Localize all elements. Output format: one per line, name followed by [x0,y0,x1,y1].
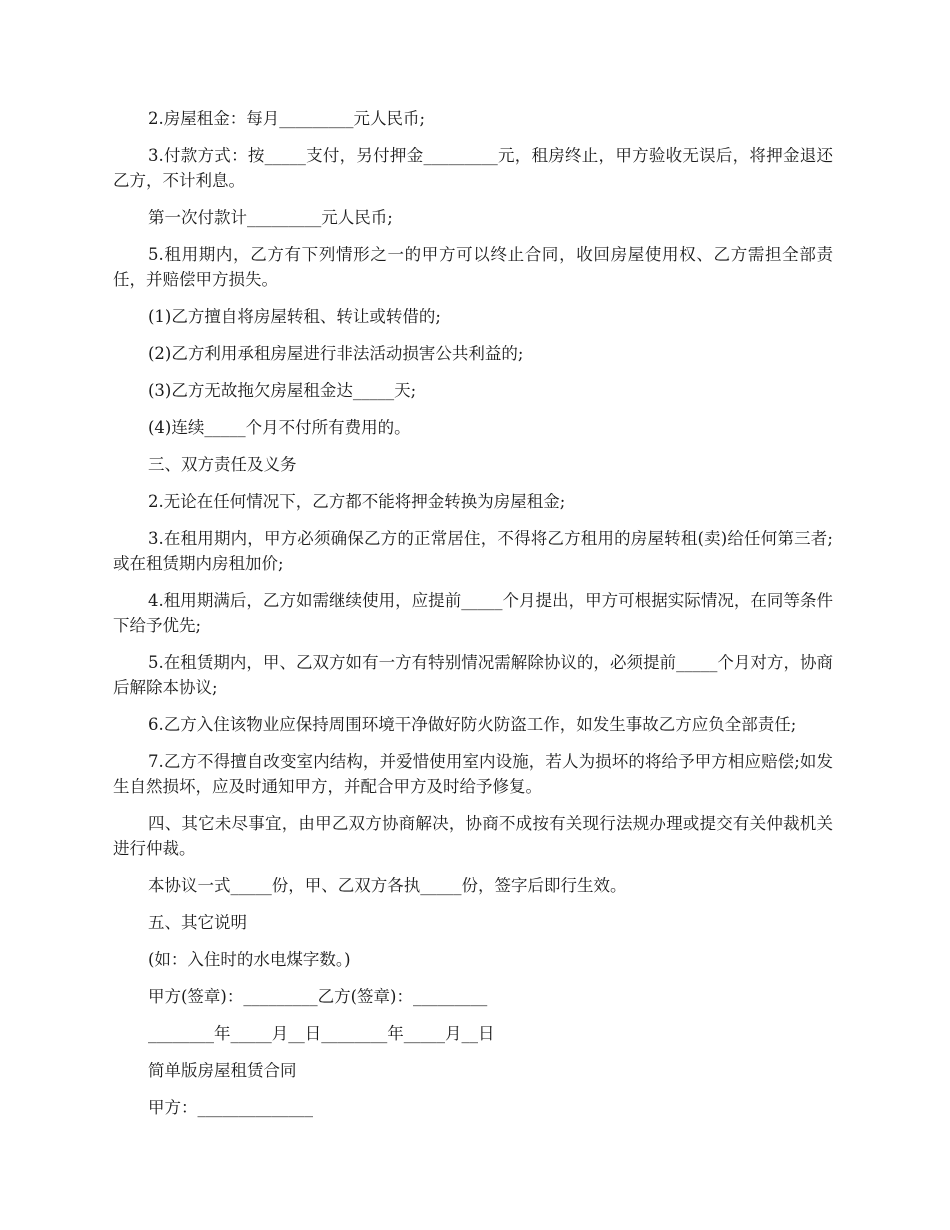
duty-deposit: 2.无论在任何情况下，乙方都不能将押金转换为房屋租金; [148,492,566,511]
clause-payment-method: 3.付款方式：按_____支付，另付押金_________元，租房终止，甲方验收无误后，将押金退还乙方，不计利息。 [113,146,833,190]
notes-example: (如：入住时的水电煤字数。) [148,950,351,969]
duty-renewal: 4.租用期满后，乙方如需继续使用，应提前_____个月提出，甲方可根据实际情况，在同等条件下给予优先; [113,591,833,635]
party-a-line: 甲方：______________ [148,1098,313,1117]
section-heading-notes: 五、其它说明 [148,913,247,932]
clause-termination: 5.租用期内，乙方有下列情形之一的甲方可以终止合同，收回房屋使用权、乙方需担全部责任，并赔偿甲方损失。 [113,245,833,289]
document-body [113,106,833,1132]
date-line: ________年_____月__日________年_____月__日 [148,1024,495,1043]
section-heading-responsibilities: 三、双方责任及义务 [148,455,297,474]
copies-clause: 本协议一式_____份，甲、乙双方各执_____份，签字后即行生效。 [148,876,627,895]
termination-item-4: (4)连续_____个月不付所有费用的。 [148,418,411,437]
termination-item-3: (3)乙方无故拖欠房屋租金达_____天; [148,381,417,400]
clause-first-payment: 第一次付款计_________元人民币; [148,208,393,227]
duty-early-termination: 5.在租赁期内，甲、乙双方如有一方有特别情况需解除协议的，必须提前_____个月对方，协商后解除本协议; [113,653,833,697]
duty-structure: 7.乙方不得擅自改变室内结构，并爱惜使用室内设施，若人为损坏的将给予甲方相应赔偿;如发生自然损坏，应及时通知甲方，并配合甲方及时给予修复。 [113,752,833,796]
clause-rent: 2.房屋租金：每月_________元人民币; [148,109,426,128]
signature-line: 甲方(签章)：_________乙方(签章)：_________ [148,987,488,1006]
duty-safety: 6.乙方入住该物业应保持周围环境干净做好防火防盗工作，如发生事故乙方应负全部责任; [148,715,797,734]
contract-title: 简单版房屋租赁合同 [148,1061,297,1080]
section-other-matters: 四、其它未尽事宜，由甲乙双方协商解决，协商不成按有关现行法规办理或提交有关仲裁机关进行仲裁。 [113,814,833,858]
termination-item-2: (2)乙方利用承租房屋进行非法活动损害公共利益的; [148,344,524,363]
duty-residence: 3.在租用期内，甲方必须确保乙方的正常居住，不得将乙方租用的房屋转租(卖)给任何第三者;或在租赁期内房租加价; [113,529,833,573]
termination-item-1: (1)乙方擅自将房屋转租、转让或转借的; [148,307,441,326]
